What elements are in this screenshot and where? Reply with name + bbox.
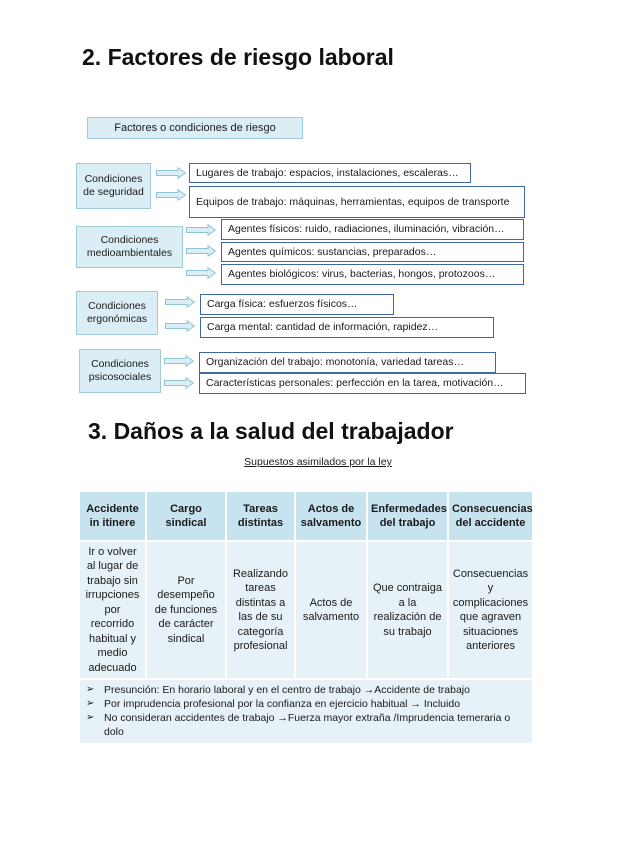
category-environmental: Condiciones medioambientales <box>76 226 183 268</box>
table-cell: Realizando tareas distintas a las de su categoría profesional <box>226 541 295 679</box>
factor-item: Carga física: esfuerzos físicos… <box>200 294 394 315</box>
factor-item: Lugares de trabajo: espacios, instalaciones, escaleras… <box>189 163 471 183</box>
note-text: No consideran accidentes de trabajo →Fuerza mayor extraña /Imprudencia temeraria o dolo <box>104 712 511 738</box>
column-header: Cargo sindical <box>146 491 226 541</box>
arrow-right-icon <box>186 224 216 236</box>
arrow-right-icon <box>164 355 194 367</box>
table-cell: Por desempeño de funciones de carácter sindical <box>146 541 226 679</box>
category-psychosocial: Condiciones psicosociales <box>79 349 161 393</box>
factor-item: Agentes físicos: ruido, radiaciones, iluminación, vibración… <box>221 219 524 240</box>
factor-item: Agentes químicos: sustancias, preparados… <box>221 242 524 262</box>
table-cell: Que contraiga a la realización de su trabajo <box>367 541 448 679</box>
factor-item: Organización del trabajo: monotonía, variedad tareas… <box>199 352 496 373</box>
arrow-right-icon <box>156 167 186 179</box>
arrow-right-icon <box>186 267 216 279</box>
column-header: Enfermedades del trabajo <box>367 491 448 541</box>
factor-item: Agentes biológicos: virus, bacterias, hongos, protozoos… <box>221 264 524 285</box>
arrow-right-icon <box>165 296 195 308</box>
section-title-health-damage: 3. Daños a la salud del trabajador <box>88 418 454 444</box>
arrowhead-bullet-icon: ➢ <box>86 698 95 709</box>
table-cell: Actos de salvamento <box>295 541 367 679</box>
arrow-right-icon <box>156 189 186 201</box>
note-item <box>86 697 526 711</box>
column-header: Consecuencias del accidente <box>448 491 533 541</box>
notes-cell <box>79 679 533 744</box>
table-header-row <box>79 491 533 541</box>
risk-factors-header: Factores o condiciones de riesgo <box>87 117 303 139</box>
category-safety: Condiciones de seguridad <box>76 163 151 209</box>
assimilated-cases-table <box>78 490 534 745</box>
factor-item: Características personales: perfección en la tarea, motivación… <box>199 373 526 394</box>
factor-item: Equipos de trabajo: máquinas, herramientas, equipos de transporte <box>189 186 525 218</box>
column-header: Tareas distintas <box>226 491 295 541</box>
arrowhead-bullet-icon: ➢ <box>86 684 95 695</box>
arrow-right-icon <box>165 320 195 332</box>
table-cell: Consecuencias y complicaciones que agraven situaciones anteriores <box>448 541 533 679</box>
arrowhead-bullet-icon: ➢ <box>86 712 95 723</box>
category-ergonomic: Condiciones ergonómicas <box>76 291 158 335</box>
note-text: Por imprudencia profesional por la confianza en ejercicio habitual → Incluido <box>104 698 461 710</box>
arrow-right-icon <box>164 377 194 389</box>
notes-row <box>79 679 533 744</box>
table-cell: Ir o volver al lugar de trabajo sin irrupciones por recorrido habitual y medio adecuado <box>79 541 146 679</box>
section-title-risk-factors: 2. Factores de riesgo laboral <box>82 44 394 70</box>
arrow-right-icon <box>186 245 216 257</box>
factor-item: Carga mental: cantidad de información, rapidez… <box>200 317 494 338</box>
column-header: Actos de salvamento <box>295 491 367 541</box>
table-subtitle: Supuestos asimilados por la ley <box>244 456 392 468</box>
table-row <box>79 541 533 679</box>
column-header: Accidente in itinere <box>79 491 146 541</box>
note-item <box>86 683 526 697</box>
note-text: Presunción: En horario laboral y en el centro de trabajo →Accidente de trabajo <box>104 684 470 696</box>
note-item <box>86 711 526 739</box>
